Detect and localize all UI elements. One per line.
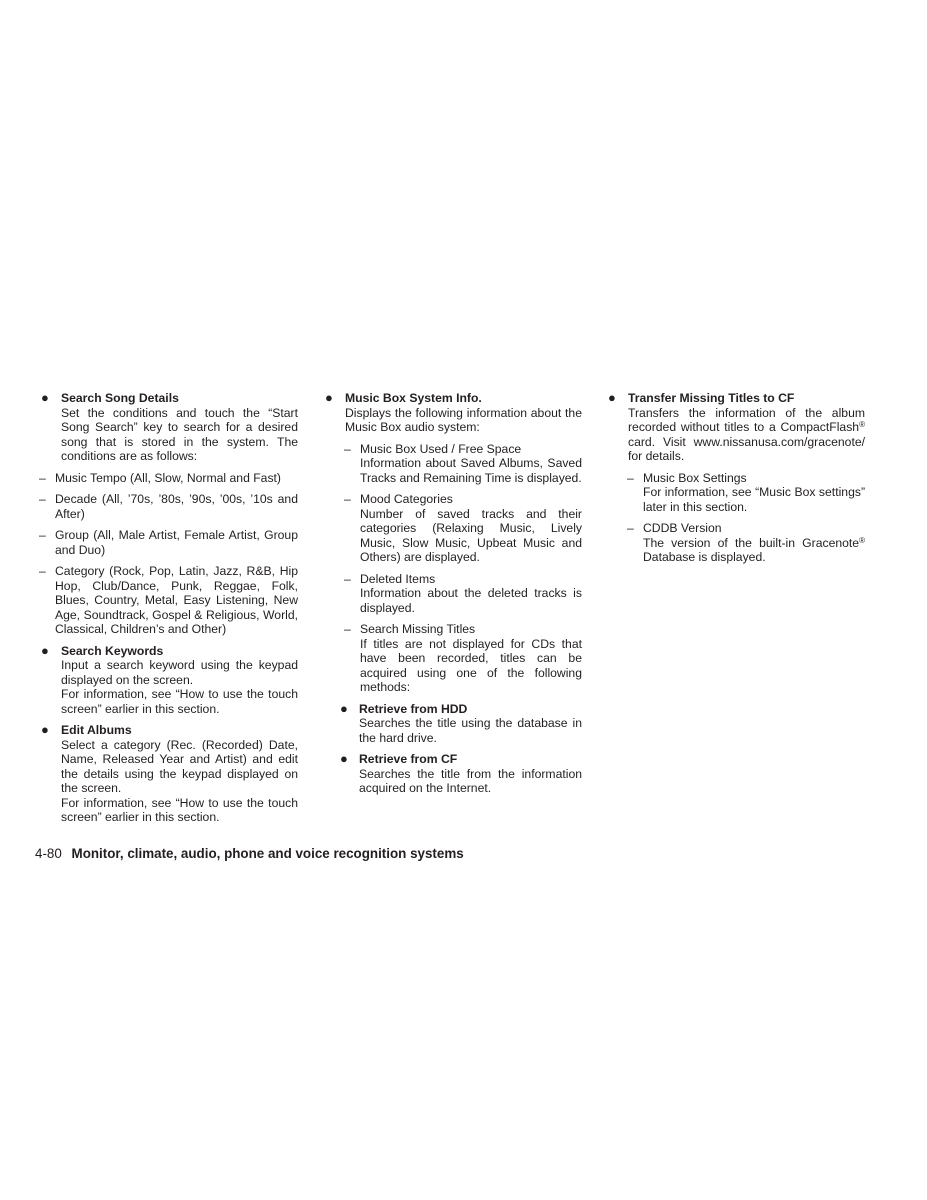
bullet-icon: ● (325, 390, 333, 405)
list-item-title: Music Box Settings (643, 470, 747, 485)
bullet-icon: ● (608, 390, 616, 405)
subsection-body: Searches the title using the database in the hard drive. (359, 716, 582, 745)
list-item-text: If titles are not displayed for CDs that have been recorded, titles can be acquired using one of the following methods: (360, 636, 582, 694)
dash-marker: – (627, 470, 634, 485)
dash-marker: – (344, 492, 351, 506)
subsection-heading: Retrieve from HDD (359, 701, 468, 716)
dash-marker: – (627, 521, 634, 535)
subsection-body: Searches the title from the information acquired on the Internet. (359, 766, 582, 795)
list-item (324, 572, 582, 616)
section-body: Input a search keyword using the keypad displayed on the screen. (61, 658, 298, 687)
list-item-text: Music Tempo (All, Slow, Normal and Fast) (55, 470, 281, 485)
dash-marker: – (39, 564, 46, 578)
subsection-retrieve-from-hdd (324, 702, 582, 746)
dash-marker: – (39, 528, 46, 542)
section-search-song-details (40, 391, 298, 464)
list-item-text: Category (Rock, Pop, Latin, Jazz, R&B, Hip Hop, Club/Dance, Punk, Reggae, Folk, Blues, Country, Metal, Easy Listening, New Age, Soundtrack, Gospel & Religious, World, Classical, Children’s and Other) (55, 564, 298, 636)
list-item-text: Decade (All, ’70s, ’80s, ’90s, ’00s, ’10s and After) (55, 492, 298, 521)
subsection-heading: Retrieve from CF (359, 752, 458, 766)
section-heading: Transfer Missing Titles to CF (628, 391, 795, 405)
section-edit-albums (40, 723, 298, 825)
list-item-text: For information, see “Music Box settings” later in this section. (643, 485, 865, 514)
section-body: Set the conditions and touch the “Start Song Search” key to search for a desired song that is stored in the system. The conditions are as follows: (61, 405, 298, 463)
subsection-retrieve-from-cf (324, 752, 582, 796)
dash-marker: – (344, 571, 351, 586)
dash-marker: – (39, 470, 46, 485)
list-item-text-part: The version of the built-in Gracenote (643, 535, 860, 550)
section-body: For information, see “How to use the touch screen” earlier in this section. (61, 795, 298, 824)
list-item-title: Deleted Items (360, 571, 436, 586)
section-heading: Music Box System Info. (345, 391, 482, 405)
section-music-box-system-info (324, 391, 582, 435)
bullet-icon: ● (41, 722, 49, 737)
section-body-text: card. Visit www.nissanusa.com/gracenote/ for details. (628, 434, 865, 463)
list-item-title: Music Box Used / Free Space (360, 441, 522, 456)
bullet-icon: ● (340, 700, 348, 716)
list-item (607, 471, 865, 515)
column-middle (324, 391, 582, 803)
bullet-icon: ● (41, 642, 49, 658)
list-item-text (643, 536, 865, 565)
list-item-text: Number of saved tracks and their categories (Relaxing Music, Lively Music, Slow Music, Upbeat Music and Others) are displayed. (360, 506, 582, 564)
column-right (607, 391, 865, 572)
list-item (324, 492, 582, 565)
list-item-title: Search Missing Titles (360, 622, 476, 636)
list-item (19, 528, 298, 557)
list-item (324, 622, 582, 695)
section-body (628, 406, 865, 464)
list-item (19, 564, 298, 637)
section-heading: Search Keywords (61, 643, 164, 658)
page-number: 4-80 (35, 846, 62, 861)
section-body: Select a category (Rec. (Recorded) Date, Name, Released Year and Artist) and edit the details using the keypad displayed on the screen. (61, 737, 298, 795)
list-item-title: CDDB Version (643, 521, 722, 535)
bullet-icon: ● (340, 751, 348, 766)
list-item-text-part: Database is displayed. (643, 550, 766, 564)
section-body: For information, see “How to use the touch screen” earlier in this section. (61, 687, 298, 716)
page-footer (35, 846, 464, 861)
dash-marker: – (344, 441, 351, 456)
registered-mark: ® (859, 535, 865, 545)
section-body: Displays the following information about the Music Box audio system: (345, 405, 582, 434)
list-item-text: Information about Saved Albums, Saved Tracks and Remaining Time is displayed. (360, 456, 582, 485)
bullet-icon: ● (41, 390, 49, 405)
dash-marker: – (344, 622, 351, 636)
section-transfer-missing-titles (607, 391, 865, 464)
list-item (19, 471, 298, 486)
section-heading: Search Song Details (61, 391, 179, 405)
chapter-title: Monitor, climate, audio, phone and voice recognition systems (71, 846, 464, 861)
dash-marker: – (39, 492, 46, 506)
section-body-text: Transfers the information of the album recorded without titles to a CompactFlash (628, 405, 865, 434)
column-left (40, 391, 298, 832)
registered-mark: ® (859, 420, 865, 429)
list-item (19, 492, 298, 521)
list-item (607, 521, 865, 565)
section-heading: Edit Albums (61, 723, 132, 737)
list-item-text: Information about the deleted tracks is displayed. (360, 586, 582, 615)
section-search-keywords (40, 644, 298, 717)
list-item-text: Group (All, Male Artist, Female Artist, Group and Duo) (55, 528, 298, 557)
list-item-title: Mood Categories (360, 492, 453, 506)
list-item (324, 442, 582, 486)
